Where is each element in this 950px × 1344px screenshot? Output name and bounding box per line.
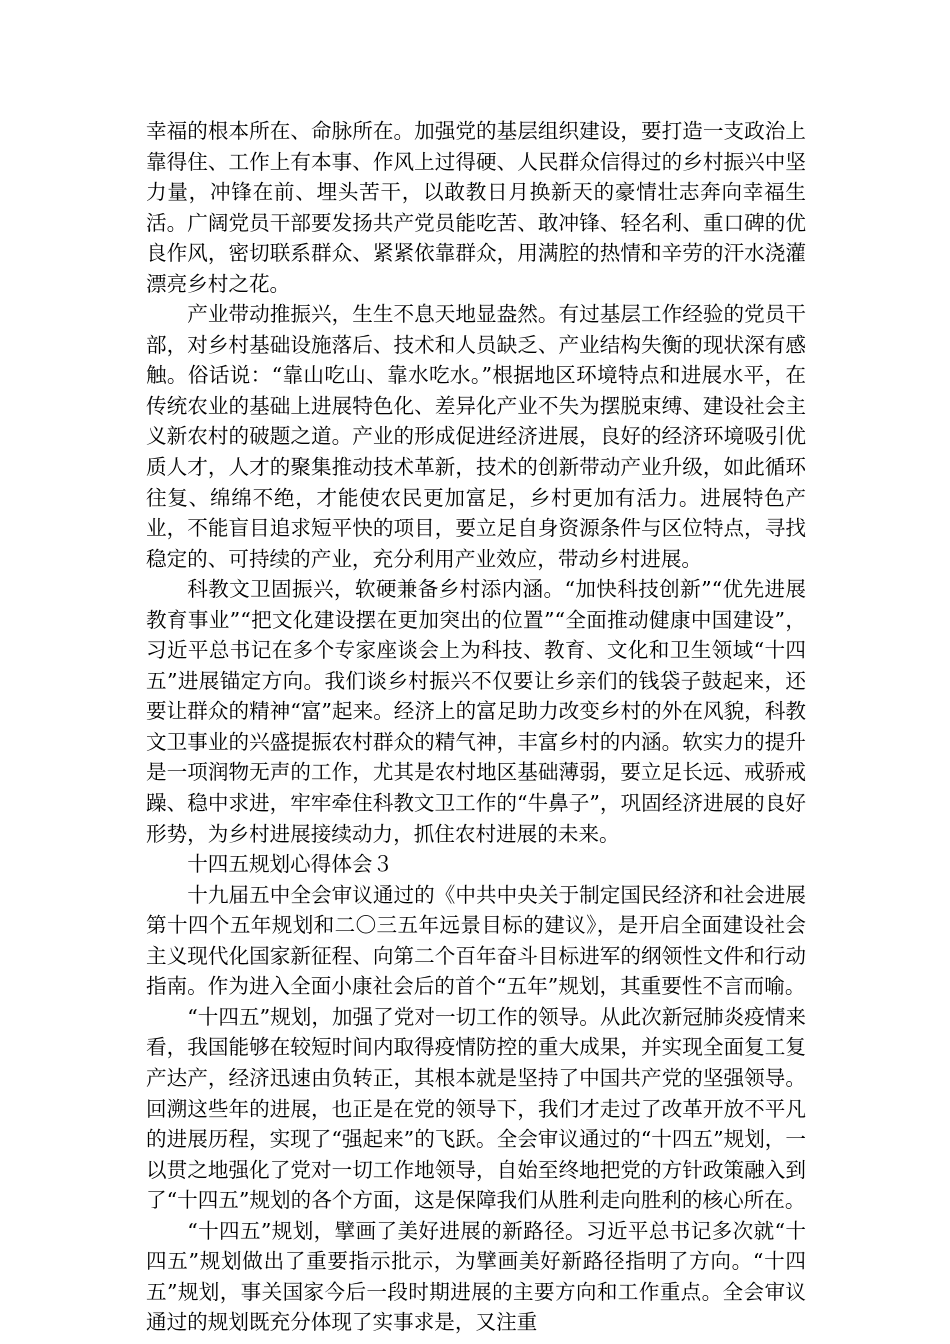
section-heading: 十四五规划心得体会３: [187, 852, 394, 877]
document-page: [146, 116, 806, 1338]
paragraph-science-education-culture-health: 科教文卫固振兴，软硬兼备乡村添内涵。“加快科技创新”“优先进展教育事业”“把文化建设摆在更加突出的位置”“全面推动健康中国建设”，习近平总书记在多个专家座谈会上为科技、教育、文化和卫生领域“十四五”进展锚定方向。我们谈乡村振兴不仅要让乡亲们的钱袋子鼓起来，还要让群众的精神“富”起来。经济上的富足助力改变乡村的外在风貌，科教文卫事业的兴盛提振农村群众的精气神，丰富乡村的内涵。软实力的提升是一项润物无声的工作，尤其是农村地区基础薄弱，要立足长远、戒骄戒躁、稳中求进，牢牢牵住科教文卫工作的“牛鼻子”，巩固经济进展的良好形势，为乡村进展接续动力，抓住农村进展的未来。: [146, 577, 806, 846]
paragraph-fifth-plenum-proposal: 十九届五中全会审议通过的《中共中央关于制定国民经济和社会进展第十四个五年规划和二〇三五年远景目标的建议》，是开启全面建设社会主义现代化国家新征程、向第二个百年奋斗目标进军的纲领性文件和行动指南。作为进入全面小康社会后的首个“五年”规划，其重要性不言而喻。: [146, 882, 806, 999]
paragraph-party-leadership: “十四五”规划，加强了党对一切工作的领导。从此次新冠肺炎疫情来看，我国能够在较短时间内取得疫情防控的重大成果，并实现全面复工复产达产，经济迅速由负转正，其根本就是坚持了中国共产党的坚强领导。回溯这些年的进展，也正是在党的领导下，我们才走过了改革开放不平凡的进展历程，实现了“强起来”的飞跃。全会审议通过的“十四五”规划，一以贯之地强化了党对一切工作地领导，自始至终地把党的方针政策融入到了“十四五”规划的各个方面，这是保障我们从胜利走向胜利的核心所在。: [146, 1004, 806, 1213]
paragraph-industry-revitalization: 产业带动推振兴，生生不息天地显盎然。有过基层工作经验的党员干部，对乡村基础设施落后、技术和人员缺乏、产业结构失衡的现状深有感触。俗话说：“靠山吃山、靠水吃水。”根据地区环境特点和进展水平，在传统农业的基础上进展特色化、差异化产业不失为摆脱束缚、建设社会主义新农村的破题之道。产业的形成促进经济进展，良好的经济环境吸引优质人才，人才的聚集推动技术革新，技术的创新带动产业升级，如此循环往复、绵绵不绝，才能使农民更加富足，乡村更加有活力。进展特色产业，不能盲目追求短平快的项目，要立足自身资源条件与区位特点，寻找稳定的、可持续的产业，充分利用产业效应，带动乡村进展。: [146, 302, 806, 571]
paragraph-rural-party-building: 幸福的根本所在、命脉所在。加强党的基层组织建设，要打造一支政治上靠得住、工作上有本事、作风上过得硬、人民群众信得过的乡村振兴中坚力量，冲锋在前、埋头苦干，以敢教日月换新天的豪情壮志奔向幸福生活。广阔党员干部要发扬共产党员能吃苦、敢冲锋、轻名利、重口碑的优良作风，密切联系群众、紧紧依靠群众，用满腔的热情和辛劳的汗水浇灌漂亮乡村之花。: [146, 119, 806, 296]
paragraph-new-development-path: “十四五”规划，擘画了美好进展的新路径。习近平总书记多次就“十四五”规划做出了重要指示批示，为擘画美好新路径指明了方向。“十四五”规划，事关国家今后一段时期进展的主要方向和工作重点。全会审议通过的规划既充分体现了实事求是，又注重: [146, 1218, 806, 1335]
